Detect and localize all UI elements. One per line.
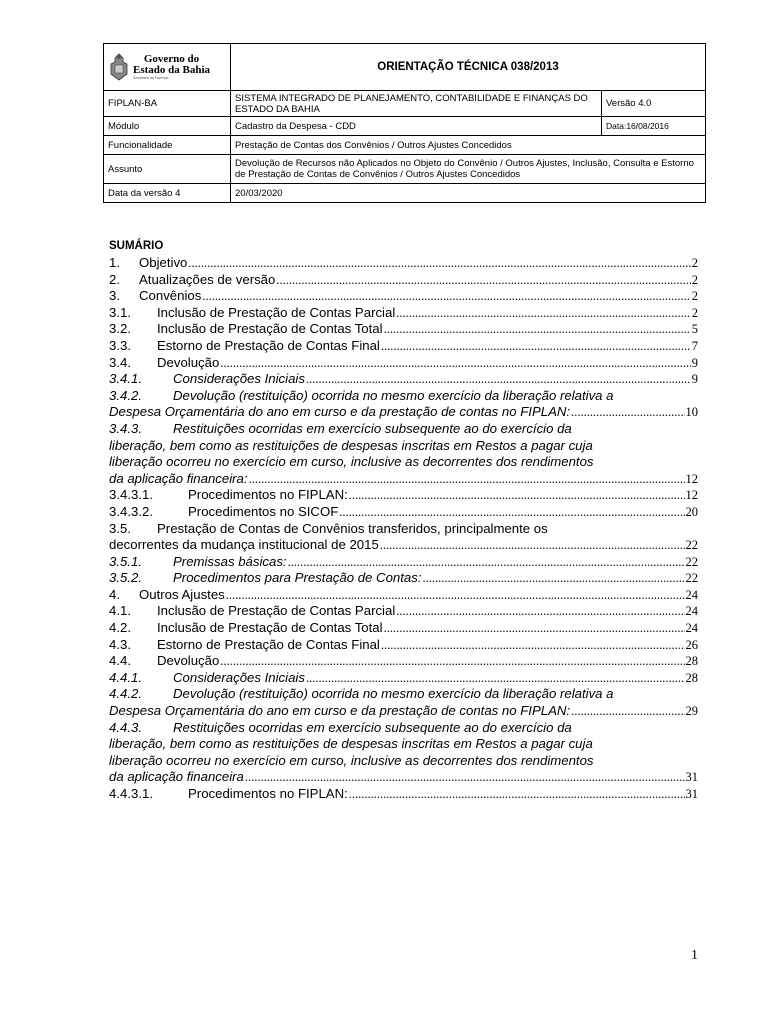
toc-entry-continuation bbox=[109, 438, 698, 455]
toc-entry-title: Inclusão de Prestação de Contas Total bbox=[157, 321, 383, 337]
toc-page-number: 24 bbox=[685, 604, 698, 619]
toc-entry[interactable] bbox=[109, 388, 698, 405]
toc-entry-title: Restituições ocorridas em exercício subsequente ao do exercício da bbox=[173, 719, 572, 735]
toc-entry[interactable] bbox=[109, 554, 698, 571]
toc-continuation-text: decorrentes da mudança institucional de 2015 bbox=[109, 537, 379, 553]
row-label-data-versao: Data da versão 4 bbox=[104, 184, 231, 203]
toc-page-number: 24 bbox=[685, 621, 698, 636]
toc-page-number: 12 bbox=[685, 471, 698, 486]
toc-page-number: 28 bbox=[685, 670, 698, 685]
toc-entry-title: Convênios bbox=[139, 288, 202, 304]
version-cell: Versão 4.0 bbox=[602, 91, 706, 117]
toc-entry-number: 3.4.3.2. bbox=[109, 503, 153, 519]
toc-entry[interactable] bbox=[109, 338, 698, 355]
toc-continuation-text: liberação ocorreu no exercício em curso, inclusive as decorrentes dos rendimentos bbox=[109, 454, 594, 470]
toc-entry-title: Devolução bbox=[157, 354, 220, 370]
row-value-assunto: Devolução de Recursos não Aplicados no Objeto do Convênio / Outros Ajustes, Inclusão, Consulta e Estorno de Prestação de Contas de Convênios / Outros Ajustes Concedidos bbox=[231, 155, 706, 184]
toc-page-number: 26 bbox=[685, 637, 698, 652]
toc-entry-number: 1. bbox=[109, 255, 120, 270]
toc-entry-number: 4.4.2. bbox=[109, 686, 142, 702]
toc-leader-dots bbox=[571, 703, 684, 720]
toc-entry-title: Premissas básicas: bbox=[173, 553, 287, 569]
toc-leader-dots bbox=[288, 554, 685, 571]
toc-entry-number: 3.4. bbox=[109, 354, 131, 370]
row-label-assunto: Assunto bbox=[104, 155, 231, 184]
toc-entry-continuation bbox=[109, 753, 698, 770]
toc-entry-title: Inclusão de Prestação de Contas Total bbox=[157, 620, 383, 636]
toc-page-number: 9 bbox=[691, 355, 698, 370]
toc-entry[interactable] bbox=[109, 371, 698, 388]
toc-entry-title: Outros Ajustes bbox=[139, 586, 225, 602]
toc-leader-dots bbox=[571, 404, 684, 421]
toc-leader-dots bbox=[423, 570, 685, 587]
toc-page-number: 2 bbox=[691, 289, 698, 304]
toc-entry-number: 4. bbox=[109, 586, 120, 602]
toc-entry[interactable] bbox=[109, 305, 698, 322]
toc-entry-number: 4.3. bbox=[109, 636, 131, 652]
logo-line2: Estado da Bahia bbox=[133, 64, 211, 76]
toc-entry[interactable] bbox=[109, 637, 698, 654]
row-value-modulo: Cadastro da Despesa - CDD bbox=[231, 117, 602, 136]
toc-entry-title: Estorno de Prestação de Contas Final bbox=[157, 636, 380, 652]
toc-continuation-text: liberação, bem como as restituições de despesas inscritas em Restos a pagar cuja bbox=[109, 437, 593, 453]
toc-entry-number: 4.2. bbox=[109, 620, 131, 636]
toc-leader-dots bbox=[381, 338, 691, 355]
toc-leader-dots bbox=[226, 587, 685, 604]
row-value-sistema: SISTEMA INTEGRADO DE PLANEJAMENTO, CONTABILIDADE E FINANÇAS DO ESTADO DA BAHIA bbox=[231, 91, 602, 117]
toc-page-number: 7 bbox=[691, 338, 698, 353]
toc-entry[interactable] bbox=[109, 653, 698, 670]
toc-page-number: 2 bbox=[691, 272, 698, 287]
toc-entry-number: 3.5. bbox=[109, 520, 131, 536]
toc-continuation-text: da aplicação financeira: bbox=[109, 470, 248, 486]
row-value-funcionalidade: Prestação de Contas dos Convênios / Outros Ajustes Concedidos bbox=[231, 136, 706, 155]
toc-leader-dots bbox=[249, 471, 685, 488]
toc-entry-title: Procedimentos no FIPLAN: bbox=[188, 786, 348, 801]
toc-leader-dots bbox=[220, 355, 690, 372]
toc-entry-continuation bbox=[109, 454, 698, 471]
toc-entry-continuation bbox=[109, 736, 698, 753]
toc-entry-title: Devolução bbox=[157, 653, 220, 669]
toc-entry-number: 3.1. bbox=[109, 304, 131, 320]
toc-page-number: 22 bbox=[685, 554, 698, 569]
toc-page-number: 12 bbox=[685, 488, 698, 503]
toc-entry-number: 3.5.1. bbox=[109, 553, 142, 569]
toc-page-number: 9 bbox=[691, 372, 698, 387]
page-number: 1 bbox=[691, 948, 698, 963]
toc-entry-title: Procedimentos no FIPLAN: bbox=[188, 487, 348, 503]
toc-continuation-text: Despesa Orçamentária do ano em curso e da prestação de contas no FIPLAN: bbox=[109, 703, 571, 719]
toc-entry-number: 4.1. bbox=[109, 603, 131, 619]
toc-leader-dots bbox=[220, 653, 684, 670]
toc-entry-number: 3.4.3. bbox=[109, 420, 142, 436]
coat-of-arms-icon bbox=[108, 52, 130, 82]
logo-cell bbox=[104, 44, 231, 91]
toc-entry[interactable] bbox=[109, 288, 698, 305]
toc-entry[interactable] bbox=[109, 487, 698, 504]
toc-leader-dots bbox=[339, 504, 684, 521]
toc-entry[interactable] bbox=[109, 620, 698, 637]
document-title: ORIENTAÇÃO TÉCNICA 038/2013 bbox=[231, 44, 706, 91]
toc-page-number: 29 bbox=[685, 704, 698, 719]
toc-leader-dots bbox=[306, 670, 685, 687]
toc-entry-number: 4.4. bbox=[109, 653, 131, 669]
toc-entry[interactable] bbox=[109, 686, 698, 703]
toc-entry[interactable] bbox=[109, 272, 698, 289]
toc-entry-title: Restituições ocorridas em exercício subsequente ao do exercício da bbox=[173, 420, 572, 436]
toc-entry-continuation bbox=[109, 537, 698, 554]
toc-entry-number: 3.5.2. bbox=[109, 570, 142, 586]
toc-continuation-text: liberação, bem como as restituições de despesas inscritas em Restos a pagar cuja bbox=[109, 736, 593, 752]
toc-entry-title: Prestação de Contas de Convênios transferidos, principalmente os bbox=[157, 520, 548, 536]
toc-entry-title: Atualizações de versão bbox=[139, 271, 276, 287]
toc-page-number: 22 bbox=[685, 571, 698, 586]
toc-entry-title: Inclusão de Prestação de Contas Parcial bbox=[157, 304, 396, 320]
toc-entry-title: Estorno de Prestação de Contas Final bbox=[157, 337, 380, 353]
toc-entry-number: 3. bbox=[109, 288, 120, 304]
toc-entry-number: 3.4.2. bbox=[109, 387, 142, 403]
toc-page-number: 24 bbox=[685, 587, 698, 602]
toc-entry-number: 4.4.3. bbox=[109, 719, 142, 735]
toc-entry-continuation bbox=[109, 471, 698, 488]
toc-entry[interactable] bbox=[109, 720, 698, 737]
toc-page-number: 31 bbox=[685, 787, 698, 801]
toc-continuation-text: Despesa Orçamentária do ano em curso e da prestação de contas no FIPLAN: bbox=[109, 404, 571, 420]
toc-page-number: 31 bbox=[685, 770, 698, 785]
government-logo bbox=[108, 52, 226, 82]
toc-entry-title: Objetivo bbox=[139, 255, 188, 270]
toc-page-number: 10 bbox=[685, 405, 698, 420]
toc-entry[interactable] bbox=[109, 521, 698, 538]
toc-entry[interactable] bbox=[109, 786, 698, 803]
toc-page-number: 2 bbox=[691, 256, 698, 270]
toc-entry[interactable] bbox=[109, 587, 698, 604]
toc-leader-dots bbox=[380, 537, 685, 554]
toc-entry-number: 3.3. bbox=[109, 337, 131, 353]
toc-entry[interactable] bbox=[109, 670, 698, 687]
toc-page-number: 2 bbox=[691, 305, 698, 320]
toc-entry-title: Devolução (restituição) ocorrida no mesmo exercício da liberação relativa a bbox=[173, 387, 614, 403]
toc-entry-number: 2. bbox=[109, 271, 120, 287]
toc-leader-dots bbox=[188, 255, 690, 272]
toc-entry-title: Procedimentos para Prestação de Contas: bbox=[173, 570, 422, 586]
toc-entry-number: 4.4.3.1. bbox=[109, 786, 153, 801]
row-value-data-versao: 20/03/2020 bbox=[231, 184, 706, 203]
date-cell: Data:16/08/2016 bbox=[602, 117, 706, 136]
toc-leader-dots bbox=[396, 305, 691, 322]
toc-entry[interactable] bbox=[109, 255, 698, 272]
toc-page-number: 5 bbox=[691, 322, 698, 337]
toc-leader-dots bbox=[381, 637, 685, 654]
table-of-contents bbox=[109, 238, 698, 803]
row-label-funcionalidade: Funcionalidade bbox=[104, 136, 231, 155]
logo-line1: Governo do bbox=[143, 53, 200, 65]
toc-leader-dots bbox=[245, 769, 685, 786]
toc-entry[interactable] bbox=[109, 355, 698, 372]
toc-leader-dots bbox=[384, 620, 685, 637]
toc-entry-continuation bbox=[109, 703, 698, 720]
logo-subtitle: Secretaria da Fazenda bbox=[133, 76, 169, 80]
toc-entry[interactable] bbox=[109, 421, 698, 438]
toc-page-number: 20 bbox=[685, 504, 698, 519]
toc-entry-number: 3.4.1. bbox=[109, 371, 142, 387]
toc-continuation-text: da aplicação financeira bbox=[109, 769, 244, 785]
toc-entry[interactable] bbox=[109, 570, 698, 587]
toc-leader-dots bbox=[349, 487, 685, 504]
toc-entry-number: 3.4.3.1. bbox=[109, 487, 153, 503]
toc-entry-title: Procedimentos no SICOF bbox=[188, 503, 339, 519]
toc-entry[interactable] bbox=[109, 321, 698, 338]
toc-entries bbox=[109, 255, 698, 803]
row-label-fiplan: FIPLAN-BA bbox=[104, 91, 231, 117]
toc-entry[interactable] bbox=[109, 603, 698, 620]
toc-entry-title: Inclusão de Prestação de Contas Parcial bbox=[157, 603, 396, 619]
toc-leader-dots bbox=[396, 603, 684, 620]
toc-entry[interactable] bbox=[109, 504, 698, 521]
toc-entry-number: 4.4.1. bbox=[109, 669, 142, 685]
toc-leader-dots bbox=[384, 321, 691, 338]
summary-title: SUMÁRIO bbox=[109, 240, 164, 252]
row-label-modulo: Módulo bbox=[104, 117, 231, 136]
toc-page-number: 28 bbox=[685, 654, 698, 669]
toc-entry-number: 3.2. bbox=[109, 321, 131, 337]
toc-continuation-text: liberação ocorreu no exercício em curso, inclusive as decorrentes dos rendimentos bbox=[109, 752, 594, 768]
toc-entry-title: Devolução (restituição) ocorrida no mesmo exercício da liberação relativa a bbox=[173, 686, 614, 702]
toc-leader-dots bbox=[202, 288, 690, 305]
toc-entry-continuation bbox=[109, 404, 698, 421]
toc-entry-title: Considerações Iniciais bbox=[173, 371, 305, 387]
toc-page-number: 22 bbox=[685, 538, 698, 553]
toc-leader-dots bbox=[349, 786, 685, 803]
toc-entry-title: Considerações Iniciais bbox=[173, 669, 305, 685]
toc-leader-dots bbox=[306, 371, 691, 388]
toc-leader-dots bbox=[276, 272, 690, 289]
toc-entry-continuation bbox=[109, 769, 698, 786]
document-header-table bbox=[103, 43, 706, 203]
